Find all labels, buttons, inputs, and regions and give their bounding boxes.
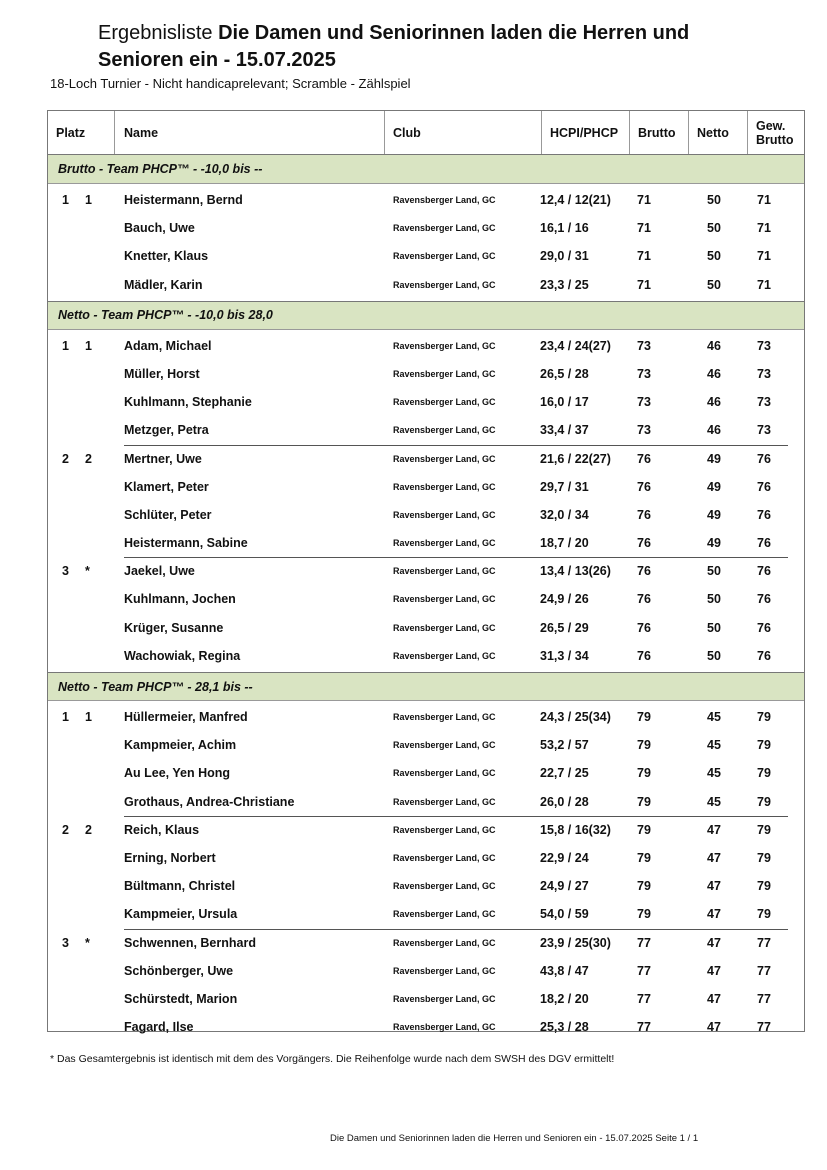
hcp-cell: 23,9 / 25(30) [540,935,611,950]
gew-brutto-cell: 79 [757,766,771,781]
gew-brutto-cell: 79 [757,907,771,922]
hcp-cell: 53,2 / 57 [540,738,589,753]
team-cell: 2 [85,822,92,837]
gew-brutto-cell: 73 [757,366,771,381]
brutto-cell: 71 [637,277,651,292]
netto-cell: 50 [707,221,721,236]
header-name: Name [115,111,385,154]
netto-cell: 47 [707,963,721,978]
player-name: Wachowiak, Regina [124,648,241,663]
gew-brutto-cell: 76 [757,564,771,579]
club-cell: Ravensberger Land, GC [393,251,496,262]
netto-cell: 50 [707,249,721,264]
section-header: Netto - Team PHCP™ - -10,0 bis 28,0 [48,301,804,330]
gew-brutto-cell: 77 [757,963,771,978]
player-name: Heistermann, Sabine [124,536,248,551]
gew-brutto-cell: 76 [757,592,771,607]
netto-cell: 46 [707,395,721,410]
header-platz: Platz [48,111,115,154]
player-name: Knetter, Klaus [124,249,209,264]
hcp-cell: 29,7 / 31 [540,479,589,494]
brutto-cell: 77 [637,963,651,978]
netto-cell: 47 [707,991,721,1006]
title-prefix: Ergebnisliste [98,22,213,44]
document-subtitle: 18-Loch Turnier - Nicht handicaprelevant; Scramble - Zählspiel [50,76,411,91]
player-name: Bauch, Uwe [124,221,195,236]
brutto-cell: 76 [637,451,651,466]
brutto-cell: 79 [637,766,651,781]
player-name: Heistermann, Bernd [124,193,243,207]
table-row [48,703,804,731]
gew-brutto-cell: 76 [757,536,771,551]
gew-brutto-cell: 71 [757,193,771,207]
netto-cell: 49 [707,451,721,466]
gew-brutto-cell: 76 [757,479,771,494]
gew-brutto-cell: 79 [757,794,771,809]
team-cell: 1 [85,710,92,724]
team-cell: * [85,564,90,579]
club-cell: Ravensberger Land, GC [393,509,496,520]
brutto-cell: 76 [637,564,651,579]
table-row [48,957,804,985]
club-cell: Ravensberger Land, GC [393,594,496,605]
team-group [48,557,804,670]
rank-cell: 3 [62,935,69,950]
brutto-cell: 79 [637,907,651,922]
table-row [48,186,804,214]
netto-cell: 45 [707,738,721,753]
netto-cell: 47 [707,822,721,837]
player-name: Kampmeier, Achim [124,738,237,753]
table-row [48,872,804,900]
gew-brutto-cell: 79 [757,850,771,865]
player-name: Klamert, Peter [124,479,209,494]
brutto-cell: 77 [637,935,651,950]
section-header: Netto - Team PHCP™ - 28,1 bis -- [48,672,804,701]
player-name: Schwennen, Bernhard [124,935,256,950]
team-cell: 2 [85,451,92,466]
hcp-cell: 26,5 / 28 [540,366,589,381]
table-row [48,388,804,416]
netto-cell: 47 [707,1020,721,1035]
table-row [48,332,804,360]
table-header [48,111,804,155]
player-name: Krüger, Susanne [124,620,224,635]
hcp-cell: 15,8 / 16(32) [540,822,611,837]
brutto-cell: 79 [637,710,651,724]
netto-cell: 50 [707,564,721,579]
brutto-cell: 79 [637,850,651,865]
player-name: Bültmann, Christel [124,879,236,894]
table-row [48,473,804,501]
table-row [48,844,804,872]
player-name: Mädler, Karin [124,277,203,292]
netto-cell: 45 [707,794,721,809]
club-cell: Ravensberger Land, GC [393,566,496,577]
results-table [47,110,805,1035]
hcp-cell: 16,1 / 16 [540,221,589,236]
club-cell: Ravensberger Land, GC [393,453,496,464]
club-cell: Ravensberger Land, GC [393,481,496,492]
document-title [98,20,798,74]
netto-cell: 50 [707,277,721,292]
player-name: Adam, Michael [124,338,212,353]
netto-cell: 45 [707,710,721,724]
gew-brutto-cell: 71 [757,249,771,264]
hcp-cell: 43,8 / 47 [540,963,589,978]
rank-cell: 1 [62,710,69,724]
header-club: Club [385,111,542,154]
netto-cell: 47 [707,850,721,865]
team-group [48,929,804,1042]
club-cell: Ravensberger Land, GC [393,622,496,633]
player-name: Mertner, Uwe [124,451,202,466]
brutto-cell: 73 [637,366,651,381]
club-cell: Ravensberger Land, GC [393,965,496,976]
table-row [48,816,804,844]
gew-brutto-cell: 79 [757,738,771,753]
hcp-cell: 25,3 / 28 [540,1020,589,1035]
team-group [48,703,804,816]
hcp-cell: 13,4 / 13(26) [540,564,611,579]
brutto-cell: 76 [637,536,651,551]
table-row [48,985,804,1013]
brutto-cell: 73 [637,338,651,353]
gew-brutto-cell: 76 [757,648,771,663]
hcp-cell: 23,4 / 24(27) [540,338,611,353]
hcp-cell: 54,0 / 59 [540,907,589,922]
gew-brutto-cell: 79 [757,879,771,894]
club-cell: Ravensberger Land, GC [393,1022,496,1033]
section-header: Brutto - Team PHCP™ - -10,0 bis -- [48,155,804,184]
header-gew-line2: Brutto [756,132,794,147]
table-body [48,155,804,1043]
gew-brutto-cell: 79 [757,710,771,724]
hcp-cell: 24,9 / 27 [540,879,589,894]
section-body [48,701,804,1043]
player-name: Müller, Horst [124,366,200,381]
table-row [48,929,804,957]
hcp-cell: 18,2 / 20 [540,991,589,1006]
brutto-cell: 71 [637,221,651,236]
gew-brutto-cell: 73 [757,395,771,410]
team-cell: 1 [85,338,92,353]
brutto-cell: 79 [637,822,651,837]
section-body [48,184,804,301]
title-line1: Die Damen und Seniorinnen laden die Herren und [218,22,690,44]
club-cell: Ravensberger Land, GC [393,881,496,892]
rank-cell: 1 [62,193,69,207]
netto-cell: 50 [707,620,721,635]
rank-cell: 1 [62,338,69,353]
club-cell: Ravensberger Land, GC [393,223,496,234]
table-row [48,214,804,242]
title-line2: Senioren ein - 15.07.2025 [98,49,336,71]
hcp-cell: 24,9 / 26 [540,592,589,607]
hcp-cell: 22,7 / 25 [540,766,589,781]
club-cell: Ravensberger Land, GC [393,650,496,661]
brutto-cell: 79 [637,794,651,809]
netto-cell: 49 [707,507,721,522]
player-name: Kampmeier, Ursula [124,907,238,922]
club-cell: Ravensberger Land, GC [393,279,496,290]
header-hcp: HCPI/PHCP [542,111,630,154]
team-cell: * [85,935,90,950]
table-row [48,731,804,759]
gew-brutto-cell: 79 [757,822,771,837]
player-name: Reich, Klaus [124,822,200,837]
brutto-cell: 71 [637,249,651,264]
table-row [48,1013,804,1041]
gew-brutto-cell: 77 [757,935,771,950]
table-row [48,416,804,444]
hcp-cell: 31,3 / 34 [540,648,589,663]
player-name: Kuhlmann, Jochen [124,592,236,607]
table-row [48,271,804,299]
club-cell: Ravensberger Land, GC [393,993,496,1004]
netto-cell: 50 [707,648,721,663]
gew-brutto-cell: 71 [757,277,771,292]
player-name: Grothaus, Andrea-Christiane [124,794,295,809]
hcp-cell: 23,3 / 25 [540,277,589,292]
hcp-cell: 24,3 / 25(34) [540,710,611,724]
netto-cell: 50 [707,193,721,207]
club-cell: Ravensberger Land, GC [393,397,496,408]
netto-cell: 47 [707,935,721,950]
hcp-cell: 16,0 / 17 [540,395,589,410]
gew-brutto-cell: 71 [757,221,771,236]
gew-brutto-cell: 76 [757,451,771,466]
brutto-cell: 79 [637,738,651,753]
gew-brutto-cell: 76 [757,507,771,522]
hcp-cell: 21,6 / 22(27) [540,451,611,466]
table-row [48,759,804,787]
club-cell: Ravensberger Land, GC [393,712,496,722]
section-body [48,330,804,672]
player-name: Fagard, Ilse [124,1020,194,1035]
table-row [48,529,804,557]
hcp-cell: 29,0 / 31 [540,249,589,264]
player-name: Jaekel, Uwe [124,564,195,579]
player-name: Schürstedt, Marion [124,991,238,1006]
team-cell: 1 [85,193,92,207]
club-cell: Ravensberger Land, GC [393,538,496,549]
rank-cell: 3 [62,564,69,579]
rank-cell: 2 [62,822,69,837]
club-cell: Ravensberger Land, GC [393,937,496,948]
hcp-cell: 33,4 / 37 [540,423,589,438]
netto-cell: 46 [707,423,721,438]
netto-cell: 49 [707,536,721,551]
netto-cell: 47 [707,879,721,894]
netto-cell: 47 [707,907,721,922]
club-cell: Ravensberger Land, GC [393,740,496,751]
table-row [48,445,804,473]
player-name: Metzger, Petra [124,423,209,438]
page-footer: Die Damen und Seniorinnen laden die Herren und Senioren ein - 15.07.2025 Seite 1 / 1 [330,1133,699,1144]
club-cell: Ravensberger Land, GC [393,909,496,920]
table-row [48,501,804,529]
club-cell: Ravensberger Land, GC [393,852,496,863]
brutto-cell: 77 [637,991,651,1006]
netto-cell: 45 [707,766,721,781]
hcp-cell: 26,5 / 29 [540,620,589,635]
team-group [48,816,804,929]
brutto-cell: 79 [637,879,651,894]
club-cell: Ravensberger Land, GC [393,368,496,379]
club-cell: Ravensberger Land, GC [393,796,496,807]
brutto-cell: 71 [637,193,651,207]
header-gew-brutto [748,111,806,154]
hcp-cell: 12,4 / 12(21) [540,193,611,207]
table-row [48,900,804,928]
club-cell: Ravensberger Land, GC [393,425,496,436]
brutto-cell: 76 [637,648,651,663]
brutto-cell: 76 [637,507,651,522]
gew-brutto-cell: 76 [757,620,771,635]
gew-brutto-cell: 77 [757,1020,771,1035]
footnote: * Das Gesamtergebnis ist identisch mit dem des Vorgängers. Die Reihenfolge wurde nach dem SWSH des DGV ermittelt! [50,1053,615,1065]
brutto-cell: 76 [637,479,651,494]
club-cell: Ravensberger Land, GC [393,824,496,835]
netto-cell: 50 [707,592,721,607]
netto-cell: 49 [707,479,721,494]
team-group [48,186,804,299]
netto-cell: 46 [707,338,721,353]
player-name: Schönberger, Uwe [124,963,234,978]
player-name: Hüllermeier, Manfred [124,710,248,724]
hcp-cell: 18,7 / 20 [540,536,589,551]
table-row [48,585,804,613]
player-name: Schlüter, Peter [124,507,212,522]
table-row [48,614,804,642]
gew-brutto-cell: 77 [757,991,771,1006]
header-brutto: Brutto [630,111,689,154]
hcp-cell: 32,0 / 34 [540,507,589,522]
table-row [48,360,804,388]
hcp-cell: 22,9 / 24 [540,850,589,865]
header-gew-line1: Gew. [756,118,786,133]
player-name: Erning, Norbert [124,850,216,865]
table-row [48,642,804,670]
club-cell: Ravensberger Land, GC [393,340,496,351]
gew-brutto-cell: 73 [757,338,771,353]
club-cell: Ravensberger Land, GC [393,768,496,779]
player-name: Kuhlmann, Stephanie [124,395,252,410]
gew-brutto-cell: 73 [757,423,771,438]
hcp-cell: 26,0 / 28 [540,794,589,809]
rank-cell: 2 [62,451,69,466]
header-netto: Netto [689,111,748,154]
table-row [48,788,804,816]
brutto-cell: 73 [637,423,651,438]
table-row [48,242,804,270]
table-row [48,557,804,585]
team-group [48,445,804,558]
netto-cell: 46 [707,366,721,381]
brutto-cell: 76 [637,592,651,607]
player-name: Au Lee, Yen Hong [124,766,231,781]
brutto-cell: 73 [637,395,651,410]
club-cell: Ravensberger Land, GC [393,195,496,205]
team-group [48,332,804,445]
brutto-cell: 76 [637,620,651,635]
brutto-cell: 77 [637,1020,651,1035]
